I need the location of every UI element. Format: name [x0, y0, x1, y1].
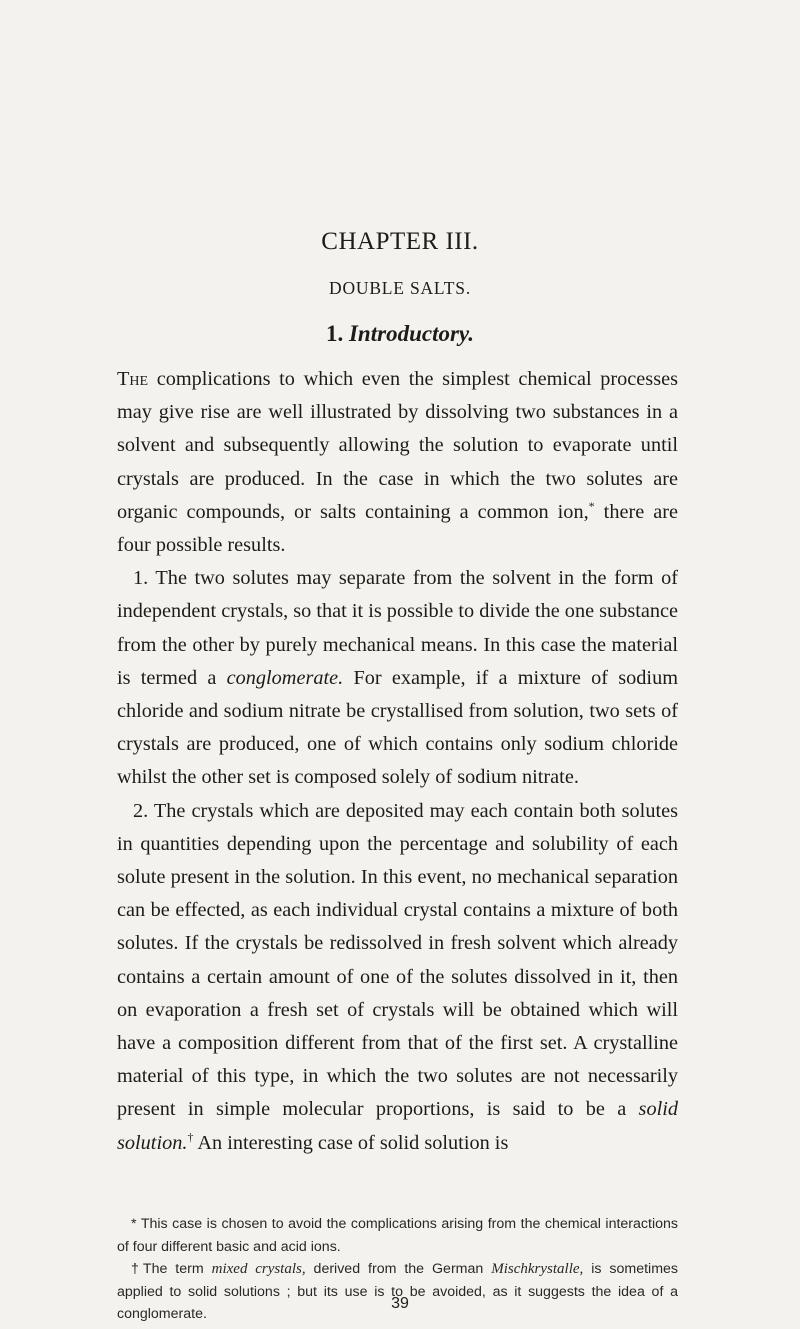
footnote-symbol: † — [131, 1261, 143, 1277]
footnote-mark: † — [187, 1129, 194, 1144]
paragraph-text: 1. The two solutes may separate from the solvent in the form of independent crystals, so that it is possible to divide the one substance from the other by purely mechanical means. In this case the material is termed a — [117, 567, 679, 689]
footnote-text: This case is chosen to avoid the complications arising from the chemical interactions of four different basic and acid ions. — [117, 1216, 678, 1255]
paragraph-text: An interesting case of solid solution is — [193, 1131, 509, 1154]
page-number: 39 — [391, 1295, 409, 1312]
subsection-title — [0, 321, 800, 347]
term-solid-solution: solid solution. — [117, 1098, 678, 1154]
paragraph-3 — [117, 795, 678, 1160]
paragraph-lead: The — [117, 368, 149, 390]
footnote-mark: * — [588, 499, 595, 514]
chapter-title: CHAPTER III. — [321, 228, 479, 255]
section-title: DOUBLE SALTS. — [329, 278, 471, 298]
footnote-text: is sometimes applied to solid solutions ; but its use is to be avoided, as it suggests the idea of a conglomerate. — [117, 1261, 679, 1322]
term-mischkrystalle: Mischkrystalle, — [491, 1261, 584, 1277]
subsection-heading: Introductory. — [348, 321, 475, 346]
footnote-1 — [117, 1213, 678, 1258]
paragraph-1 — [117, 363, 678, 562]
footnote-symbol: * — [131, 1216, 137, 1232]
term-mixed-crystals: mixed crystals, — [211, 1261, 306, 1277]
paragraph-2 — [117, 562, 678, 794]
paragraph-text: For example, if a mixture of sodium chloride and sodium nitrate be crystallised from solution, two sets of crystals are produced, one of which contains only sodium chloride whilst the other set is composed solely of sodium nitrate. — [117, 666, 678, 789]
term-conglomerate: conglomerate. — [226, 666, 344, 689]
footnote-2 — [117, 1258, 678, 1326]
body-text — [117, 363, 678, 1160]
paragraph-text: 2. The crystals which are deposited may each contain both solutes in quantities depending upon the percentage and solubility of each solute present in the solution. In this event, no mechanical separation can be effected, as each individual crystal contains a mixture of both solutes. If the crystals be redissolved in fresh solvent which already contains a certain amount of one of the solutes dissolved in it, then on evaporation a fresh set of crystals will be obtained which will have a composition different from that of the first set. A crystalline material of this type, in which the two solutes are not necessarily present in simple molecular proportions, is said to be a — [117, 799, 678, 1121]
paragraph-text: complications to which even the simplest chemical processes may give rise are well illustrated by dissolving two substances in a solvent and subsequently allowing the solution to evaporate until crystals are produced. In the case in which the two solutes are organic compounds, or salts containing a common ion, — [117, 368, 678, 523]
subsection-number: 1. — [325, 321, 344, 346]
paragraph-text: there are four possible results. — [117, 500, 678, 557]
footnote-text: derived from the German — [305, 1261, 492, 1277]
footnote-text: The term — [142, 1261, 212, 1277]
